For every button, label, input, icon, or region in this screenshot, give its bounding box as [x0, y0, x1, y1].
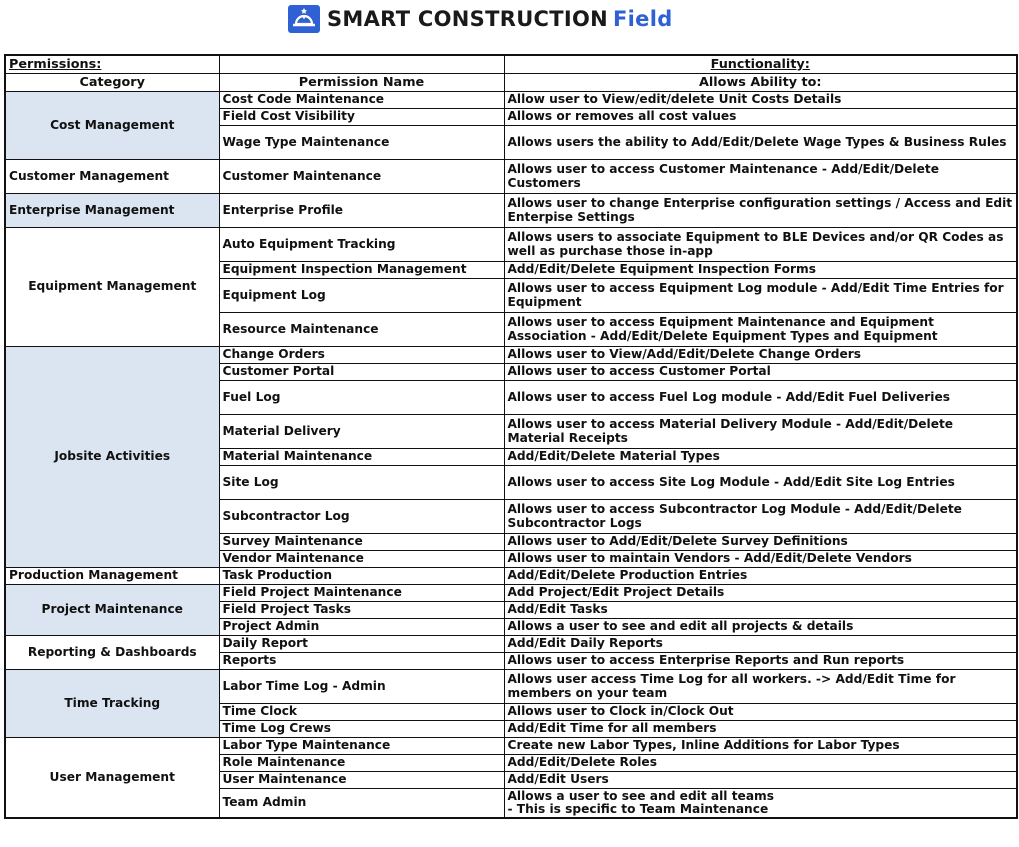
- category-column-header: Category: [5, 74, 219, 92]
- permissions-heading: Permissions:: [5, 55, 219, 74]
- ability-cell: Allows users to associate Equipment to BLE Devices and/or QR Codes as well as purchase those in-app: [504, 228, 1017, 262]
- brand-title: [327, 5, 673, 33]
- permission-name-cell: Survey Maintenance: [219, 534, 504, 551]
- ability-cell: Allows user access Time Log for all workers. -> Add/Edit Time for members on your team: [504, 670, 1017, 704]
- category-cell: Cost Management: [5, 92, 219, 160]
- table-row: [5, 160, 1017, 194]
- permission-name-cell: Time Log Crews: [219, 721, 504, 738]
- brand-name: SMART CONSTRUCTION: [327, 7, 609, 31]
- page-header: [0, 0, 1019, 46]
- ability-cell: Allows user to access Customer Maintenance - Add/Edit/Delete Customers: [504, 160, 1017, 194]
- blank-heading-cell: [219, 55, 504, 74]
- category-cell: Jobsite Activities: [5, 347, 219, 568]
- ability-cell: Add/Edit/Delete Material Types: [504, 449, 1017, 466]
- permission-name-cell: Customer Portal: [219, 364, 504, 381]
- ability-cell: Allows user to access Customer Portal: [504, 364, 1017, 381]
- brand-product: Field: [613, 7, 673, 31]
- ability-cell: Allows user to access Site Log Module - Add/Edit Site Log Entries: [504, 466, 1017, 500]
- table-row: [5, 347, 1017, 364]
- permission-column-header: Permission Name: [219, 74, 504, 92]
- ability-cell: Allows user to View/Add/Edit/Delete Change Orders: [504, 347, 1017, 364]
- table-header-row: [5, 74, 1017, 92]
- ability-cell: Add/Edit Users: [504, 772, 1017, 789]
- permission-name-cell: Equipment Log: [219, 279, 504, 313]
- permission-name-cell: Customer Maintenance: [219, 160, 504, 194]
- permission-name-cell: Labor Type Maintenance: [219, 738, 504, 755]
- ability-cell: Add/Edit Tasks: [504, 602, 1017, 619]
- table-row: [5, 636, 1017, 653]
- permission-name-cell: Role Maintenance: [219, 755, 504, 772]
- permission-name-cell: Site Log: [219, 466, 504, 500]
- ability-cell: Add/Edit/Delete Roles: [504, 755, 1017, 772]
- table-row: [5, 228, 1017, 262]
- category-cell: Reporting & Dashboards: [5, 636, 219, 670]
- ability-cell: Allows user to access Fuel Log module - Add/Edit Fuel Deliveries: [504, 381, 1017, 415]
- ability-column-header: Allows Ability to:: [504, 74, 1017, 92]
- category-cell: Enterprise Management: [5, 194, 219, 228]
- permission-name-cell: Team Admin: [219, 789, 504, 819]
- permission-name-cell: Time Clock: [219, 704, 504, 721]
- ability-cell: Allows user to change Enterprise configuration settings / Access and Edit Enterpise Settings: [504, 194, 1017, 228]
- ability-cell: Create new Labor Types, Inline Additions for Labor Types: [504, 738, 1017, 755]
- permission-name-cell: Vendor Maintenance: [219, 551, 504, 568]
- permission-name-cell: Wage Type Maintenance: [219, 126, 504, 160]
- table-title-row: [5, 55, 1017, 74]
- permission-name-cell: Enterprise Profile: [219, 194, 504, 228]
- ability-cell: Allows user to access Equipment Maintenance and Equipment Association - Add/Edit/Delete Equipment Types and Equipment: [504, 313, 1017, 347]
- permission-name-cell: Auto Equipment Tracking: [219, 228, 504, 262]
- category-cell: Project Maintenance: [5, 585, 219, 636]
- permission-name-cell: Fuel Log: [219, 381, 504, 415]
- permission-name-cell: Task Production: [219, 568, 504, 585]
- category-cell: Production Management: [5, 568, 219, 585]
- permission-name-cell: Reports: [219, 653, 504, 670]
- category-cell: Customer Management: [5, 160, 219, 194]
- ability-cell: Allows user to access Subcontractor Log Module - Add/Edit/Delete Subcontractor Logs: [504, 500, 1017, 534]
- ability-cell: Add/Edit/Delete Equipment Inspection Forms: [504, 262, 1017, 279]
- permission-name-cell: Daily Report: [219, 636, 504, 653]
- ability-cell: Allow user to View/edit/delete Unit Costs Details: [504, 92, 1017, 109]
- ability-cell: Allows user to access Enterprise Reports and Run reports: [504, 653, 1017, 670]
- ability-cell: Add/Edit Time for all members: [504, 721, 1017, 738]
- table-row: [5, 568, 1017, 585]
- ability-cell: Allows a user to see and edit all projects & details: [504, 619, 1017, 636]
- permission-name-cell: Field Project Tasks: [219, 602, 504, 619]
- permission-name-cell: Project Admin: [219, 619, 504, 636]
- ability-cell: Allows user to access Equipment Log module - Add/Edit Time Entries for Equipment: [504, 279, 1017, 313]
- permission-name-cell: Field Project Maintenance: [219, 585, 504, 602]
- ability-cell: Allows user to Clock in/Clock Out: [504, 704, 1017, 721]
- category-cell: User Management: [5, 738, 219, 819]
- functionality-heading: Functionality:: [504, 55, 1017, 74]
- ability-cell: Allows user to Add/Edit/Delete Survey Definitions: [504, 534, 1017, 551]
- permission-name-cell: Field Cost Visibility: [219, 109, 504, 126]
- permission-name-cell: Labor Time Log - Admin: [219, 670, 504, 704]
- hard-hat-icon: [288, 5, 320, 33]
- permission-name-cell: Material Delivery: [219, 415, 504, 449]
- ability-cell: Allows user to maintain Vendors - Add/Edit/Delete Vendors: [504, 551, 1017, 568]
- permission-name-cell: Equipment Inspection Management: [219, 262, 504, 279]
- category-cell: Equipment Management: [5, 228, 219, 347]
- permission-name-cell: Cost Code Maintenance: [219, 92, 504, 109]
- ability-cell: Allows user to access Material Delivery Module - Add/Edit/Delete Material Receipts: [504, 415, 1017, 449]
- permission-name-cell: Material Maintenance: [219, 449, 504, 466]
- table-row: [5, 92, 1017, 109]
- table-row: [5, 585, 1017, 602]
- ability-cell: Allows a user to see and edit all teams - This is specific to Team Maintenance: [504, 789, 1017, 819]
- table-row: [5, 194, 1017, 228]
- ability-cell: Add/Edit Daily Reports: [504, 636, 1017, 653]
- permission-name-cell: Change Orders: [219, 347, 504, 364]
- ability-cell: Add Project/Edit Project Details: [504, 585, 1017, 602]
- permission-name-cell: Resource Maintenance: [219, 313, 504, 347]
- ability-cell: Add/Edit/Delete Production Entries: [504, 568, 1017, 585]
- table-row: [5, 738, 1017, 755]
- permission-name-cell: Subcontractor Log: [219, 500, 504, 534]
- permission-name-cell: User Maintenance: [219, 772, 504, 789]
- category-cell: Time Tracking: [5, 670, 219, 738]
- table-row: [5, 670, 1017, 704]
- ability-cell: Allows or removes all cost values: [504, 109, 1017, 126]
- permissions-table: [4, 54, 1018, 819]
- ability-cell: Allows users the ability to Add/Edit/Delete Wage Types & Business Rules: [504, 126, 1017, 160]
